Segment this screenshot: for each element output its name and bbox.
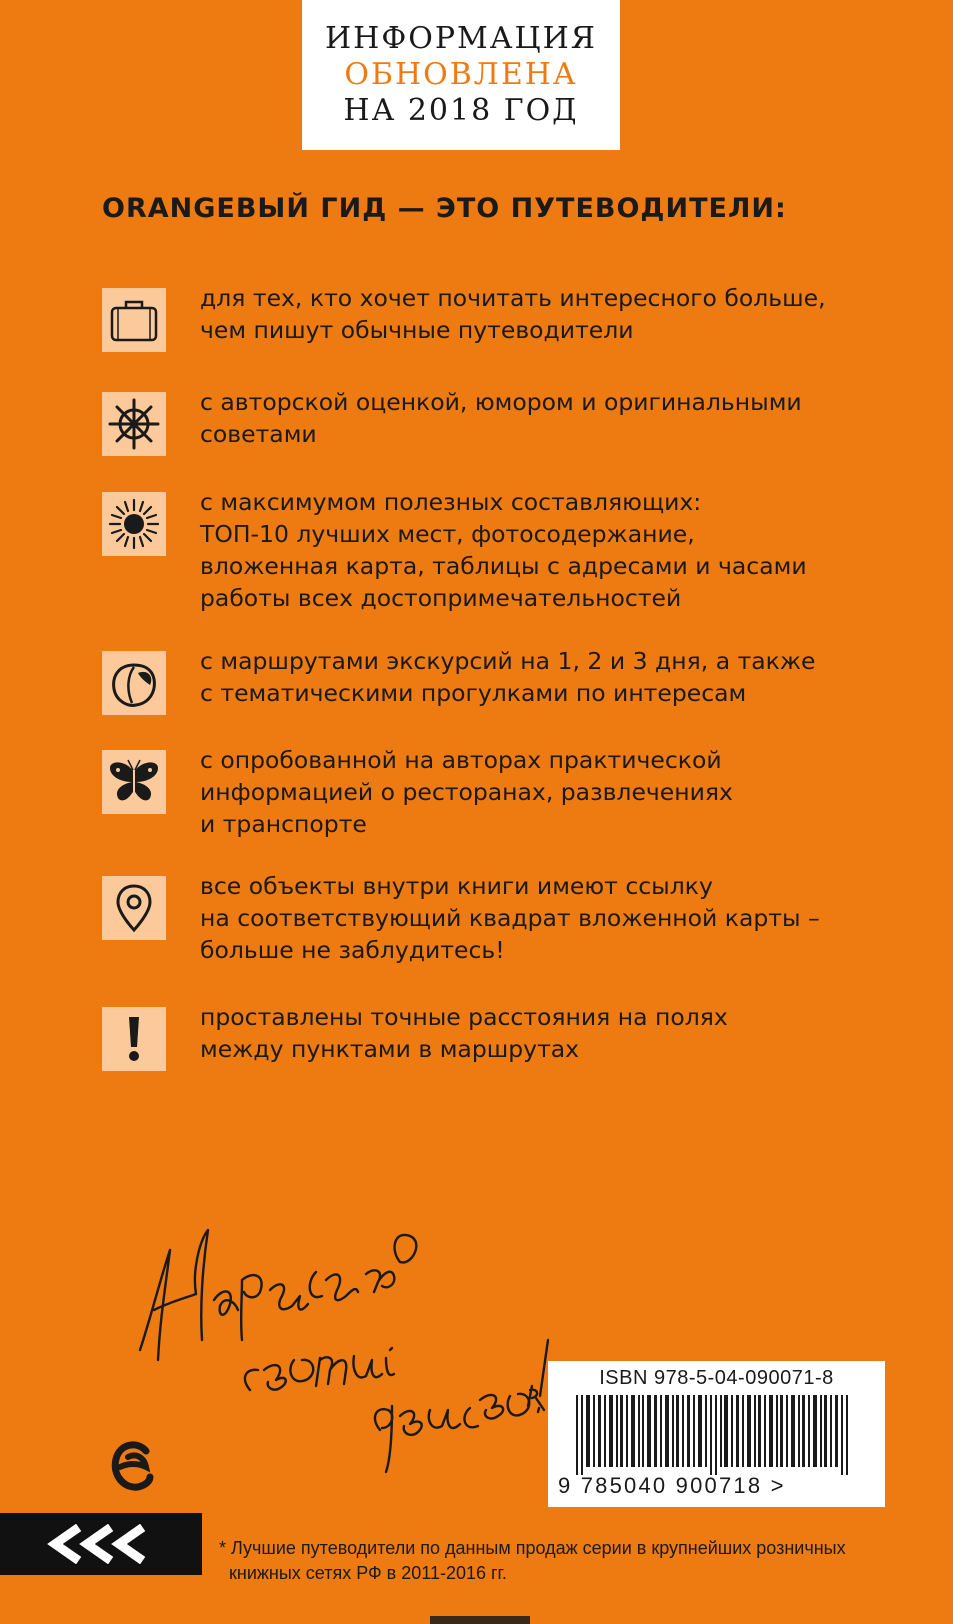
feature-text: с опробованной на авторах практической информацией о ресторанах, развлечениях и транспорте bbox=[200, 746, 733, 838]
series-arrow-band bbox=[0, 1513, 202, 1575]
badge-line-1: ИНФОРМАЦИЯ bbox=[325, 21, 597, 56]
barcode-digits: 9 785040 900718 > bbox=[558, 1473, 786, 1498]
butterfly-icon bbox=[102, 750, 166, 814]
eksmo-logo bbox=[110, 1437, 154, 1495]
feature-text: с маршрутами экскурсий на 1, 2 и 3 дня, а также с тематическими прогулками по интересам bbox=[200, 647, 816, 707]
cropped-text-fragment bbox=[430, 1616, 530, 1624]
sun-icon bbox=[102, 492, 166, 556]
feature-text: с максимумом полезных составляющих: ТОП-10 лучших мест, фотосодержание, вложенная карта, таблицы с адресами и часами работы всех достопримечательностей bbox=[200, 488, 807, 612]
feature-text: для тех, кто хочет почитать интересного больше, чем пишут обычные путеводители bbox=[200, 284, 826, 344]
feature-text: проставлены точные расстояния на полях между пунктами в маршрутах bbox=[200, 1003, 728, 1063]
badge-line-3: НА 2018 ГОД bbox=[343, 93, 579, 128]
feature-text: с авторской оценкой, юмором и оригинальными советами bbox=[200, 388, 802, 448]
badge-line-2: ОБНОВЛЕНА bbox=[344, 57, 578, 92]
series-heading: ORANGEВЫЙ ГИД — ЭТО ПУТЕВОДИТЕЛИ: bbox=[102, 193, 787, 224]
footnote bbox=[219, 1536, 919, 1586]
handwritten-slogan bbox=[130, 1210, 550, 1490]
footnote-line-1: * Лучшие путеводители по данным продаж серии в крупнейших розничных bbox=[219, 1538, 846, 1558]
isbn-barcode bbox=[548, 1361, 885, 1507]
exclamation-icon bbox=[102, 1007, 166, 1071]
updated-info-badge bbox=[302, 0, 620, 150]
barcode-bars bbox=[562, 1395, 872, 1475]
footnote-line-2: книжных сетях РФ в 2011-2016 гг. bbox=[229, 1563, 507, 1583]
triple-chevron-icon bbox=[41, 1524, 161, 1564]
feature-text: все объекты внутри книги имеют ссылку на соответствующий квадрат вложенной карты – больше не заблудитесь! bbox=[200, 872, 820, 964]
peach-icon bbox=[102, 651, 166, 715]
isbn-number: ISBN 978-5-04-090071-8 bbox=[599, 1367, 834, 1389]
ship-wheel-icon bbox=[102, 392, 166, 456]
suitcase-icon bbox=[102, 288, 166, 352]
map-pin-icon bbox=[102, 876, 166, 940]
